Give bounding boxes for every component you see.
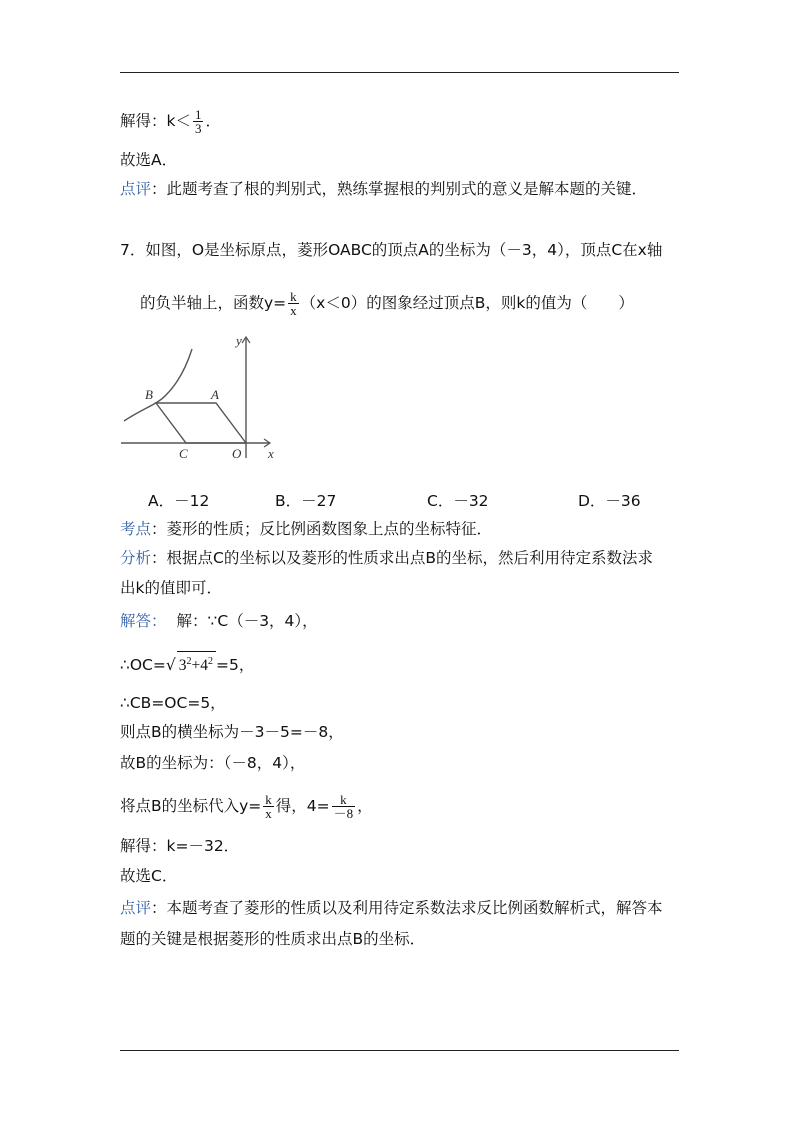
jieda-text: 解：∵C（－3，4）， — [176, 612, 318, 630]
prev-solve-line — [120, 108, 221, 135]
kaodian-label: 考点 — [120, 520, 152, 538]
question-line-2 — [140, 290, 634, 317]
bcoord-line: 故B的坐标为：（－8，4）， — [120, 754, 306, 772]
label-b: B — [145, 387, 153, 402]
option-d: D．－36 — [578, 492, 641, 510]
kaodian-line — [120, 519, 492, 539]
fraction-denominator: －8 — [333, 806, 354, 821]
label-o: O — [232, 446, 242, 461]
fraction-numerator: k — [290, 289, 297, 304]
kaodian-text: ：菱形的性质；反比例函数图象上点的坐标特征． — [151, 520, 493, 538]
k-result-line: 解得：k=－32． — [120, 837, 240, 855]
fraction-numerator: 1 — [194, 107, 202, 122]
header-rule — [120, 72, 679, 73]
comment-line-2: 题的关键是根据菱形的性质求出点B的坐标． — [120, 930, 426, 948]
radicand-base-1: 3 — [178, 657, 187, 675]
substitute-fraction-1 — [263, 793, 274, 820]
substitute-fraction-2 — [332, 793, 356, 820]
substitute-pre: 将点B的坐标代入y= — [120, 797, 262, 815]
substitute-line — [120, 793, 373, 820]
oc-radicand — [177, 651, 216, 676]
rhombus-oabc — [156, 403, 246, 443]
fraction-denominator: x — [290, 303, 297, 318]
label-y: y — [236, 333, 242, 348]
question-line-2-post: （x＜0）的图象经过顶点B，则k的值为（ ） — [300, 294, 634, 312]
prev-solve-fraction — [193, 108, 204, 135]
substitute-end: ， — [357, 797, 373, 815]
cb-line: ∴CB=OC=5， — [120, 694, 226, 712]
exponent-2: 2 — [208, 656, 214, 667]
fraction-denominator: 3 — [194, 121, 202, 136]
comment-label: 点评 — [120, 180, 152, 198]
fenxi-text-1: ：根据点C的坐标以及菱形的性质求出点B的坐标，然后利用待定系数法求 — [151, 549, 653, 567]
radicand-base-2: +4 — [191, 657, 209, 675]
oc-post: =5， — [216, 656, 255, 675]
hyperbola-curve — [124, 349, 192, 421]
label-a: A — [211, 387, 219, 402]
fraction-denominator: x — [265, 806, 272, 821]
prev-comment — [120, 179, 647, 199]
fraction-numerator: k — [332, 793, 356, 807]
choose-line: 故选C． — [120, 867, 178, 885]
question-line-2-pre: 的负半轴上，函数y= — [140, 294, 287, 312]
prev-solve-text: 解得：k＜ — [120, 112, 191, 130]
fraction-numerator: k — [265, 792, 272, 807]
fenxi-line-1 — [120, 548, 653, 568]
label-x: x — [268, 446, 274, 461]
label-c: C — [179, 446, 188, 461]
option-c: C．－32 — [427, 492, 489, 510]
question-line-1: 7．如图，O是坐标原点，菱形OABC的顶点A的坐标为（－3，4），顶点C在x轴 — [120, 241, 663, 259]
fenxi-line-2: 出k的值即可． — [120, 579, 222, 597]
prev-choose: 故选A． — [120, 151, 178, 169]
rhombus-figure — [118, 333, 288, 463]
comment-label: 点评 — [120, 899, 152, 917]
oc-line — [120, 651, 254, 676]
substitute-mid: 得，4= — [275, 797, 330, 815]
prev-solve-end: ． — [205, 112, 221, 130]
comment-line-1 — [120, 898, 663, 918]
comment-text-1: ：本题考查了菱形的性质以及利用待定系数法求反比例函数解析式，解答本 — [151, 899, 663, 917]
question-fraction — [288, 290, 299, 317]
option-b: B．－27 — [275, 492, 337, 510]
footer-rule — [120, 1050, 679, 1051]
fenxi-label: 分析 — [120, 549, 152, 567]
exponent-1: 2 — [186, 656, 192, 667]
sqrt-icon: √ — [165, 656, 176, 675]
comment-text: ：此题考查了根的判别式，熟练掌握根的判别式的意义是解本题的关键． — [151, 180, 648, 198]
jieda-label: 解答： — [120, 612, 167, 630]
option-a: A．－12 — [148, 492, 210, 510]
bx-line: 则点B的横坐标为－3－5=－8， — [120, 723, 344, 741]
jieda-line — [120, 611, 318, 631]
oc-pre: ∴OC= — [120, 656, 166, 675]
